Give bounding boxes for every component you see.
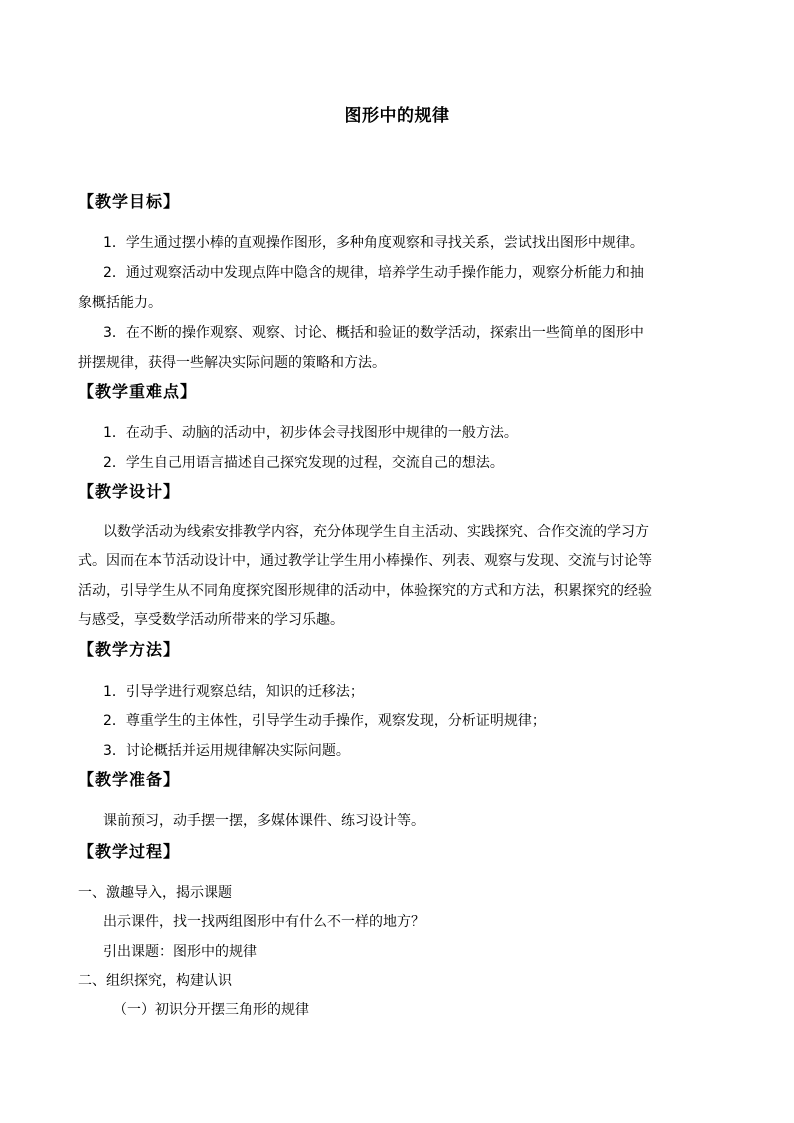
objective-line-1: 1．学生通过摆小棒的直观操作图形，多种角度观察和寻找关系，尝试找出图形中规律。 [103,235,644,251]
section-heading-objectives: 【教学目标】 [78,192,181,211]
section-heading-methods: 【教学方法】 [78,640,181,659]
objective-line-3b: 拼摆规律，获得一些解决实际问题的策略和方法。 [78,355,386,371]
process-step-1-line-2: 引出课题：图形中的规律 [103,944,257,960]
process-step-1-line-1: 出示课件，找一找两组图形中有什么不一样的地方？ [103,914,425,930]
objective-line-3a: 3．在不断的操作观察、观察、讨论、概括和验证的数学活动，探索出一些简单的图形中 [103,325,644,341]
design-line-2: 式。因而在本节活动设计中，通过教学让学生用小棒操作、列表、观察与发现、交流与讨论等 [78,553,652,569]
key-point-line-1: 1．在动手、动脑的活动中，初步体会寻找图形中规律的一般方法。 [103,425,518,441]
design-line-4: 与感受，享受数学活动所带来的学习乐趣。 [78,612,344,628]
document-title: 图形中的规律 [344,106,450,126]
design-line-1: 以数学活动为线索安排教学内容，充分体现学生自主活动、实践探究、合作交流的学习方 [103,524,649,540]
method-line-2: 2．尊重学生的主体性，引导学生动手操作，观察发现，分析证明规律； [103,713,546,729]
preparation-line-1: 课前预习，动手摆一摆，多媒体课件、练习设计等。 [103,813,425,829]
key-point-line-2: 2．学生自己用语言描述自己探究发现的过程，交流自己的想法。 [103,455,504,471]
objective-line-2a: 2．通过观察活动中发现点阵中隐含的规律，培养学生动手操作能力，观察分析能力和抽 [103,265,644,281]
section-heading-key-points: 【教学重难点】 [78,382,198,401]
objective-line-2b: 象概括能力。 [78,295,162,311]
section-heading-design: 【教学设计】 [78,482,181,501]
process-step-1: 一、激趣导入，揭示课题 [78,885,232,901]
process-step-2-sub-1: （一）初识分开摆三角形的规律 [113,1002,309,1018]
section-heading-process: 【教学过程】 [78,842,181,861]
method-line-3: 3．讨论概括并运用规律解决实际问题。 [103,743,350,759]
process-step-2: 二、组织探究，构建认识 [78,973,232,989]
method-line-1: 1．引导学进行观察总结，知识的迁移法； [103,684,364,700]
section-heading-preparation: 【教学准备】 [78,770,181,789]
design-line-3: 活动，引导学生从不同角度探究图形规律的活动中，体验探究的方式和方法，积累探究的经验 [78,583,652,599]
